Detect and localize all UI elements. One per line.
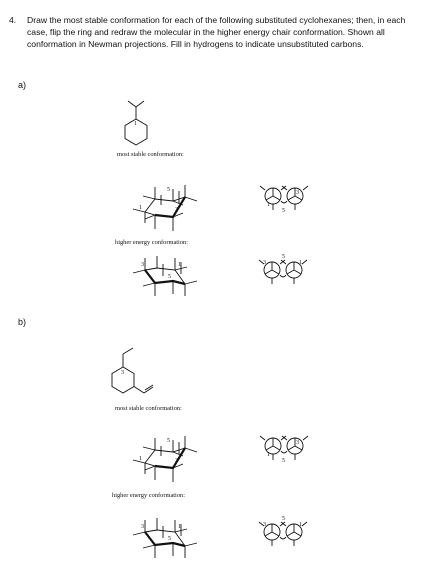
part-a-stable-chair [133,185,197,231]
part-a-higher-chair [133,256,197,296]
part-a-stable-newman-label-5: 5 [282,208,285,214]
part-b-higher-newman [259,516,307,546]
part-b-stable-label-5: 5 [167,438,170,444]
part-b-stable-label-3: 3 [175,458,178,464]
part-a-higher-label-3: 3 [141,262,144,268]
part-a-stable-newman-label-1: 1 [267,202,270,208]
part-a-stable-newman-label-3: 3 [296,190,299,196]
part-a-stable-label-3: 3 [175,207,178,213]
part-b-higher-chair [133,518,197,558]
part-a-stable-newman [260,186,308,214]
part-a-ring-label: 1 [134,121,137,127]
part-a-stable-label-5: 5 [167,187,170,193]
part-b-stable-newman-label-3: 3 [296,440,299,446]
part-a-stable-label-1: 1 [139,205,142,211]
question-text: Draw the most stable conformation for each of the following substituted cyclohexanes; then, in each case, flip the ring and redraw the molecular in the higher energy chair conformation. Shown all conformation in Newman projections. Fill in hydrogens to indicate unsubstituted carbons. [27,15,406,49]
part-b-higher-label-5: 5 [168,536,171,542]
part-b-stable-newman-label-1: 1 [267,452,270,458]
part-a-higher-newman-label-5: 5 [282,254,285,260]
part-b-stable-caption: most stable conformation: [115,405,182,412]
part-a-higher-label-1: 1 [178,262,181,268]
part-b-higher-newman-label-1: 1 [299,522,302,528]
part-b-higher-newman-label-5: 5 [282,516,285,522]
part-b-stable-label-1: 1 [139,456,142,462]
part-a-higher-newman-label-1: 1 [299,260,302,266]
part-a-higher-label-5: 5 [168,274,171,280]
part-b-higher-label-3: 3 [141,524,144,530]
part-b-higher-newman-label-3: 3 [263,522,266,528]
part-b-higher-caption: higher energy conformation: [112,492,185,499]
question-number: 4. [9,15,17,25]
part-b-higher-label-1: 1 [178,524,181,530]
part-a-higher-newman-label-3: 3 [263,260,266,266]
part-b-stable-chair [133,436,197,482]
part-b-stable-newman [260,436,308,464]
part-a-higher-caption: higher energy conformation: [115,239,188,246]
part-a-higher-newman [259,254,307,284]
part-b-label: b) [18,317,27,327]
part-a-stable-caption: most stable conformation: [117,151,184,158]
part-b-structure [112,348,153,393]
part-b-stable-newman-label-5: 5 [282,458,285,464]
part-a-label: a) [18,80,27,90]
part-a-structure [125,101,147,145]
part-b-ring-label: 3 [121,370,124,376]
